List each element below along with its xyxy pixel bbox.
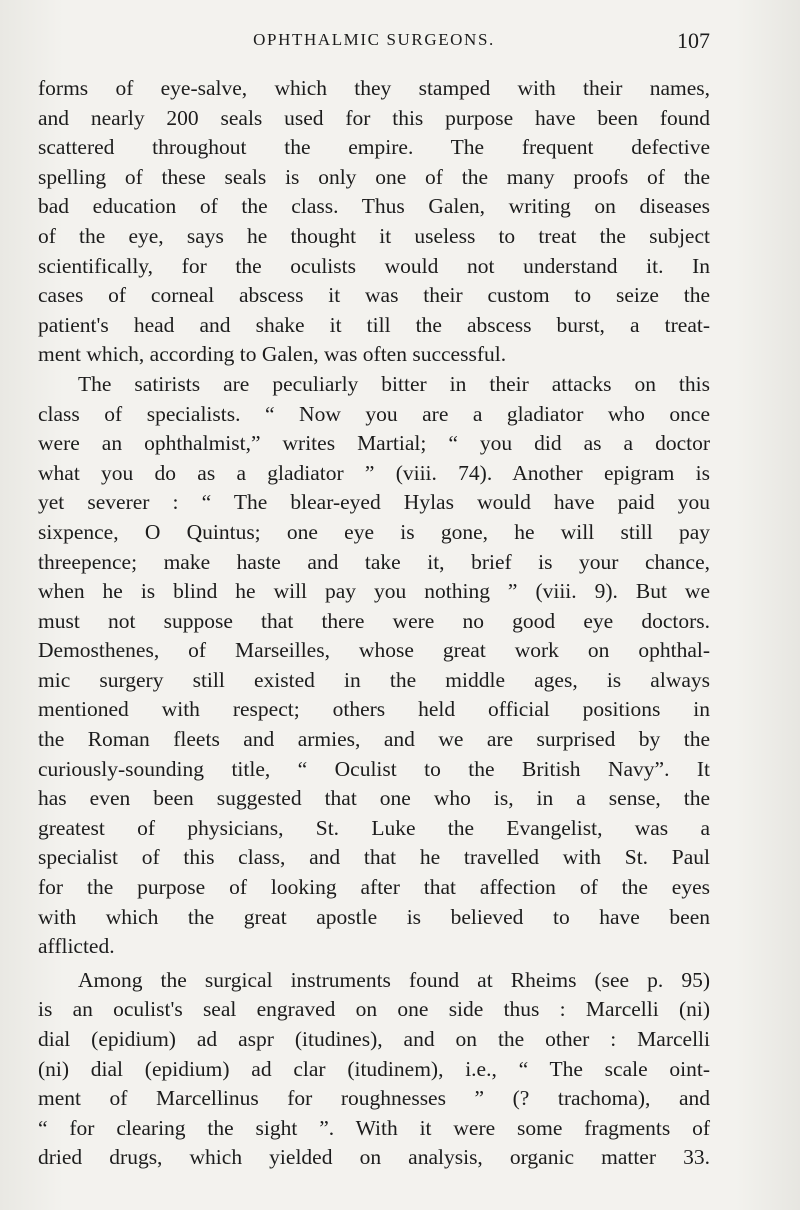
text-line: greatest of physicians, St. Luke the Evangelist, was a	[38, 815, 710, 840]
text-line: threepence; make haste and take it, brief is your chance,	[38, 549, 710, 574]
paragraph-2	[38, 370, 710, 962]
text-line: cases of corneal abscess it was their custom to seize the	[38, 283, 710, 308]
text-line: bad education of the class. Thus Galen, writing on diseases	[38, 194, 710, 219]
running-head	[38, 24, 710, 60]
text-line: has even been suggested that one who is, in a sense, the	[38, 786, 710, 811]
text-line: sixpence, O Quintus; one eye is gone, he will still pay	[38, 519, 710, 544]
text-line: ment which, according to Galen, was often successful.	[38, 342, 507, 367]
text-line: with which the great apostle is believed to have been	[38, 904, 710, 929]
text-line: class of specialists. “ Now you are a gladiator who once	[38, 401, 710, 426]
paragraph-1	[38, 74, 710, 370]
text-line: dried drugs, which yielded on analysis, organic matter 33.	[38, 1145, 710, 1170]
text-line: forms of eye-salve, which they stamped with their names,	[38, 76, 710, 100]
text-line: dial (epidium) ad aspr (itudines), and on the other : Marcelli	[38, 1027, 710, 1051]
text-line: scattered throughout the empire. The frequent defective	[38, 135, 710, 160]
text-line: for the purpose of looking after that affection of the eyes	[38, 875, 710, 900]
text-line: scientifically, for the oculists would not understand it. In	[38, 253, 710, 278]
text-line: patient's head and shake it till the abscess burst, a treat-	[38, 312, 710, 337]
text-line: (ni) dial (epidium) ad clar (itudinem), i.e., “ The scale oint-	[38, 1056, 710, 1081]
text-line: yet severer : “ The blear-eyed Hylas would have paid you	[38, 490, 710, 515]
text-line: The satirists are peculiarly bitter in their attacks on this	[78, 371, 710, 396]
body-text	[38, 74, 710, 1173]
text-line: ment of Marcellinus for roughnesses ” (? trachoma), and	[38, 1086, 710, 1111]
text-line: of the eye, says he thought it useless to treat the subject	[38, 223, 710, 248]
text-line: mic surgery still existed in the middle ages, is always	[38, 667, 710, 692]
text-line: and nearly 200 seals used for this purpose have been found	[38, 105, 710, 130]
paragraph-3	[38, 966, 710, 1173]
page-number: 107	[677, 28, 710, 53]
text-line: Among the surgical instruments found at Rheims (see p. 95)	[78, 967, 710, 992]
text-line: “ for clearing the sight ”. With it were some fragments of	[38, 1115, 710, 1140]
text-line: Demosthenes, of Marseilles, whose great work on ophthal-	[38, 638, 710, 663]
text-line: the Roman fleets and armies, and we are surprised by the	[38, 727, 710, 752]
text-line: must not suppose that there were no good eye doctors.	[38, 608, 710, 633]
text-line: mentioned with respect; others held official positions in	[38, 697, 710, 722]
text-line: afflicted.	[38, 934, 115, 959]
text-line: when he is blind he will pay you nothing ” (viii. 9). But we	[38, 579, 710, 604]
text-line: is an oculist's seal engraved on one side thus : Marcelli (ni)	[38, 997, 710, 1022]
text-line: specialist of this class, and that he travelled with St. Paul	[38, 845, 710, 870]
text-line: curiously-sounding title, “ Oculist to the British Navy”. It	[38, 756, 710, 781]
text-line: spelling of these seals is only one of the many proofs of the	[38, 164, 710, 189]
running-title: OPHTHALMIC SURGEONS.	[253, 30, 495, 49]
text-line: were an ophthalmist,” writes Martial; “ you did as a doctor	[38, 431, 710, 456]
text-line: what you do as a gladiator ” (viii. 74). Another epigram is	[38, 460, 710, 485]
